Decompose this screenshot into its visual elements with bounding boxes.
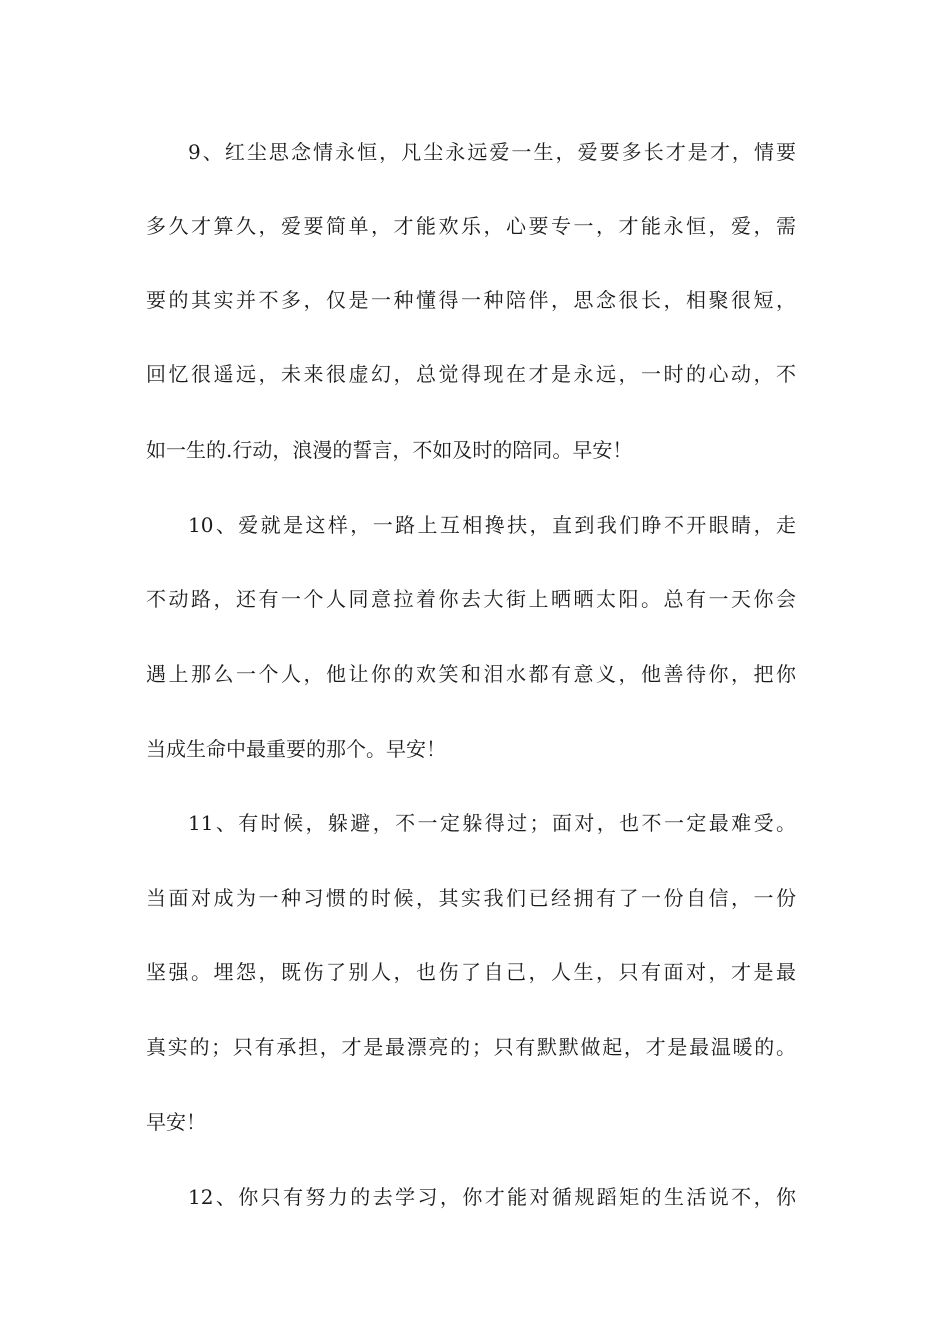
paragraph-11-line-3: 坚强。埋怨，既伤了别人，也伤了自己，人生，只有面对，才是最 [146,960,796,984]
paragraph-11-line-1: 11、有时候，躲避，不一定躲得过；面对，也不一定最难受。 [188,811,796,835]
paragraph-9-line-5: 如一生的.行动，浪漫的誓言，不如及时的陪同。早安！ [146,438,633,462]
paragraph-11-line-2: 当面对成为一种习惯的时候，其实我们已经拥有了一份自信，一份 [146,886,796,910]
paragraph-11-line-5: 早安！ [146,1110,206,1134]
paragraph-10-line-2: 不动路，还有一个人同意拉着你去大街上晒晒太阳。总有一天你会 [146,587,796,611]
paragraph-10-line-3: 遇上那么一个人，他让你的欢笑和泪水都有意义，他善待你，把你 [146,662,796,686]
paragraph-11-line-4: 真实的；只有承担，才是最漂亮的；只有默默做起，才是最温暖的。 [146,1035,796,1059]
paragraph-12-line-1: 12、你只有努力的去学习，你才能对循规蹈矩的生活说不，你 [188,1185,796,1209]
paragraph-10-line-4: 当成生命中最重要的那个。早安！ [146,737,446,761]
paragraph-9-line-4: 回忆很遥远，未来很虚幻，总觉得现在才是永远，一时的心动，不 [146,362,796,386]
paragraph-9-line-1: 9、红尘思念情永恒，凡尘永远爱一生，爱要多长才是才，情要 [188,140,796,164]
paragraph-9-line-2: 多久才算久，爱要简单，才能欢乐，心要专一，才能永恒，爱，需 [146,214,796,238]
paragraph-9-line-3: 要的其实并不多，仅是一种懂得一种陪伴，思念很长，相聚很短， [146,288,796,312]
paragraph-10-line-1: 10、爱就是这样，一路上互相搀扶，直到我们睁不开眼睛，走 [188,513,796,537]
